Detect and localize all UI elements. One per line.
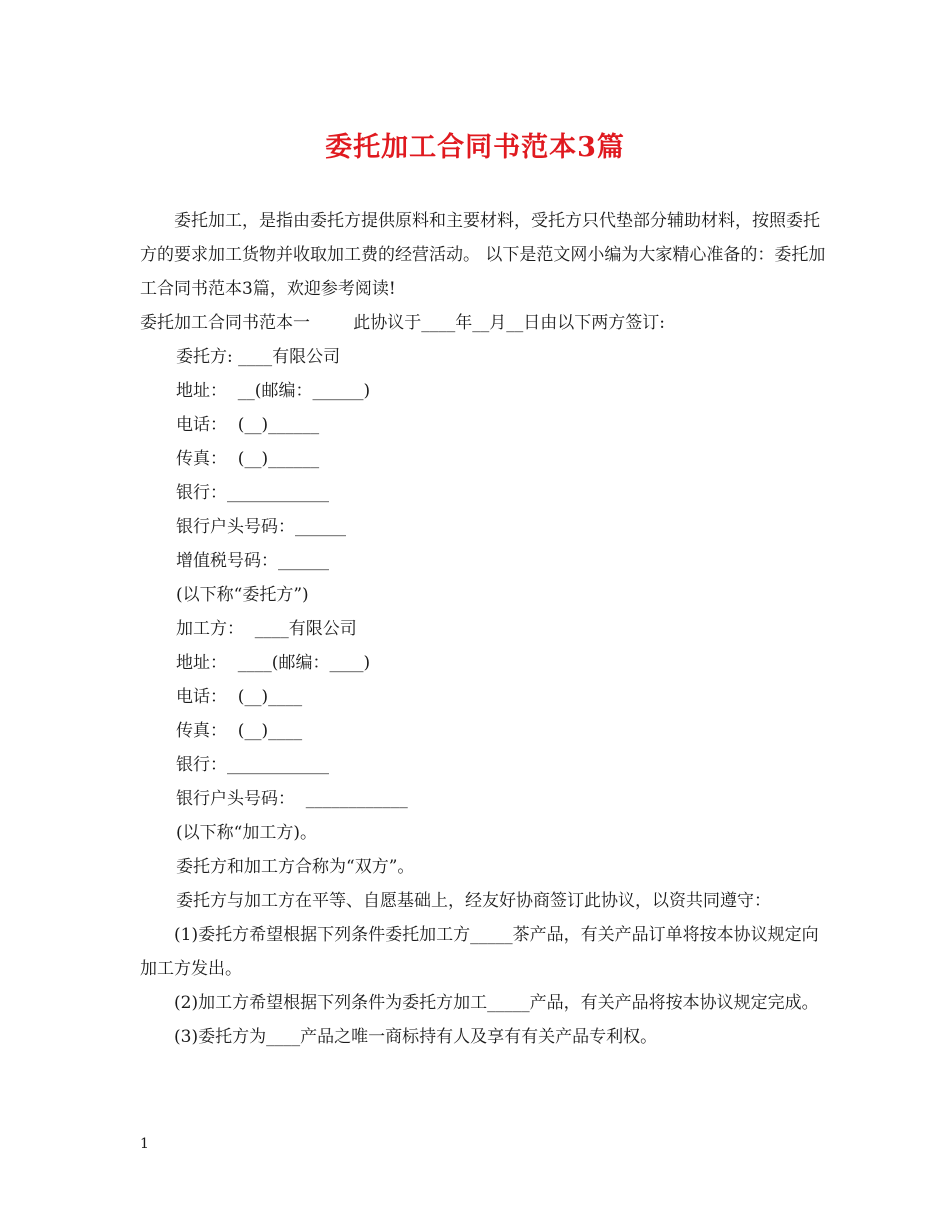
clause-1: (1)委托方希望根据下列条件委托加工方_____茶产品，有关产品订单将按本协议规定向加工方发出。 xyxy=(140,925,819,979)
both-parties-line: 委托方和加工方合称为“双方”。 xyxy=(176,857,415,877)
page-number: 1 xyxy=(140,1136,149,1152)
party-a-account: 银行户头号码：______ xyxy=(176,517,346,537)
document-body xyxy=(140,204,830,1054)
document-title: 委托加工合同书范本3篇 xyxy=(325,132,625,163)
party-a-alias: (以下称“委托方”) xyxy=(176,585,309,605)
party-a-phone: 电话： (__)______ xyxy=(176,415,320,435)
party-a-bank: 银行：____________ xyxy=(176,483,329,503)
party-a-name: 委托方: ____有限公司 xyxy=(176,347,341,367)
agreement-line: 委托方与加工方在平等、自愿基础上，经友好协商签订此协议，以资共同遵守： xyxy=(176,891,771,911)
party-b-phone: 电话： (__)____ xyxy=(176,687,303,707)
party-b-bank: 银行：____________ xyxy=(176,755,329,775)
party-b-address: 地址： ____(邮编：____) xyxy=(176,653,371,673)
party-a-address: 地址： __(邮编：______) xyxy=(176,381,371,401)
intro-paragraph: 委托加工，是指由委托方提供原料和主要材料，受托方只代垫部分辅助材料，按照委托方的要求加工货物并收取加工费的经营活动。 以下是范文网小编为大家精心准备的：委托加工合同书范本3篇，欢迎参考阅读! xyxy=(140,211,826,299)
clause-3: (3)委托方为____产品之唯一商标持有人及享有有关产品专利权。 xyxy=(174,1027,658,1047)
party-a-tax: 增值税号码：______ xyxy=(176,551,329,571)
party-b-name: 加工方： ____有限公司 xyxy=(176,619,357,639)
agreement-heading-line: 委托加工合同书范本一 此协议于____年__月__日由以下两方签订: xyxy=(140,313,665,333)
clause-2: (2)加工方希望根据下列条件为委托方加工_____产品，有关产品将按本协议规定完成。 xyxy=(174,993,819,1013)
party-b-account: 银行户头号码： ____________ xyxy=(176,789,408,809)
party-b-fax: 传真： (__)____ xyxy=(176,721,303,741)
party-b-alias: (以下称“加工方)。 xyxy=(176,823,317,843)
party-a-fax: 传真： (__)______ xyxy=(176,449,320,469)
